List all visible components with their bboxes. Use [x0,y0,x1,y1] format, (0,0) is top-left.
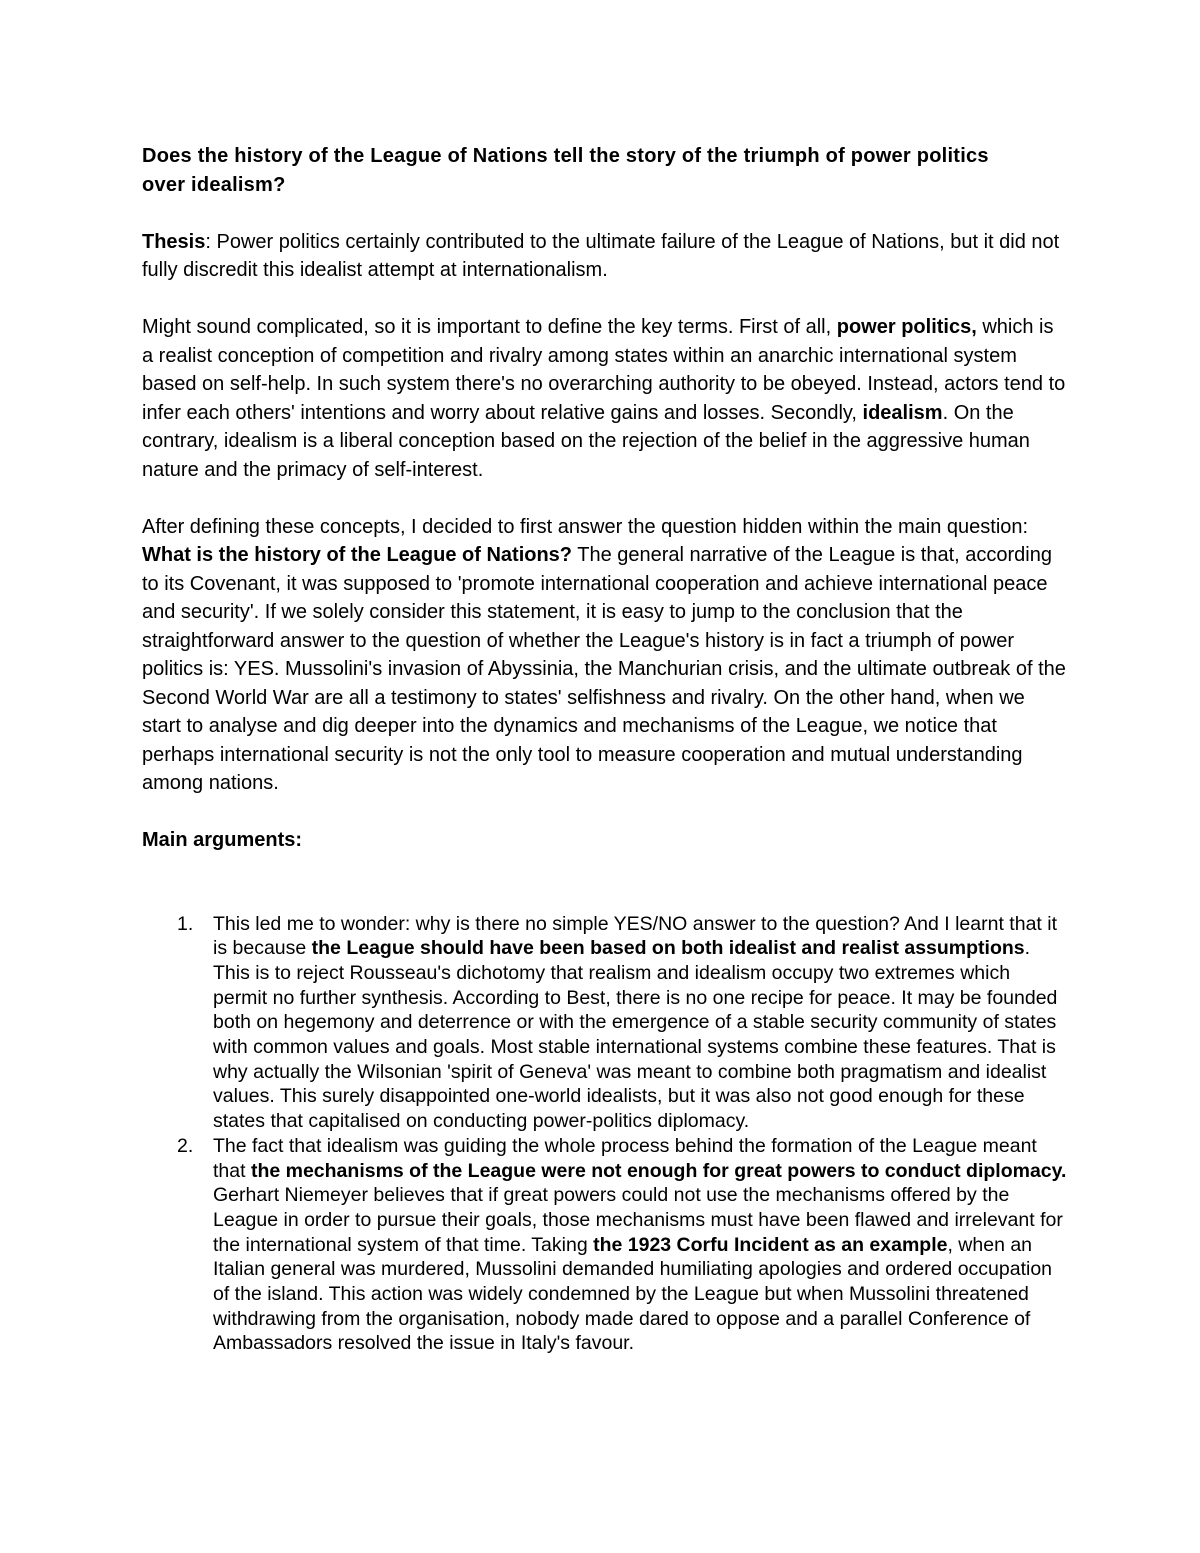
list-item [142,912,1067,1134]
definitions-text-1: Might sound complicated, so it is important to define the key terms. First of all, [142,316,837,338]
title-line-1: Does the history of the League of Nations tell the story of the triumph of power politics [142,145,989,167]
document-title [142,142,1067,199]
history-text-1: After defining these concepts, I decided to first answer the question hidden within the main question: [142,515,1029,538]
argument-text-3: , when an Italian general was murdered, Mussolini demanded humiliating apologies and ordered occupation of the island. This action was widely condemned by the League but when Mussolini threatened withdrawing from the organisation, nobody made dared to oppose and a parallel Conference of Ambassadors resolved the issue in Italy's favour. [213,1233,1053,1355]
term-idealism: idealism [862,401,943,424]
history-text-2: The general narrative of the League is that, according to its Covenant, it was supposed to 'promote international cooperation and achieve international peace and security'. If we solely consider this statement, it is easy to jump to the conclusion that the straightforward answer to the question of whether the League's history is in fact a triumph of power politics is: YES. Mussolini's invasion of Abyssinia, the Manchurian crisis, and the ultimate outbreak of the Second World War are all a testimony to states' selfishness and rivalry. On the other hand, when we start to analyse and dig deeper into the dynamics and mechanisms of the League, we notice that perhaps international security is not the only tool to measure cooperation and mutual understanding among nations. [142,544,1066,794]
definitions-text-3: . On the contrary, idealism is a liberal conception based on the rejection of the belief in the aggressive human nature and the primacy of self-interest. [142,401,1030,481]
history-question: What is the history of the League of Nations? [142,544,573,566]
arguments-list [142,912,1067,1357]
argument-bold-1: the mechanisms of the League were not enough for great powers to conduct diplomacy. [250,1159,1067,1182]
thesis-text: : Power politics certainly contributed to the ultimate failure of the League of Nations, but it did not fully discredit this idealist attempt at internationalism. [142,230,1060,281]
argument-text-1: This led me to wonder: why is there no simple YES/NO answer to the question? And I learnt that it is because [213,912,1057,960]
argument-text-1: The fact that idealism was guiding the whole process behind the formation of the League meant that [213,1134,1037,1182]
thesis-paragraph [142,228,1067,285]
list-item [142,1134,1067,1356]
list-item-number: 1. [177,912,194,935]
definitions-paragraph [142,313,1067,484]
title-line-2: over idealism? [142,173,286,196]
argument-bold-1: the League should have been based on both idealist and realist assumptions [311,937,1025,960]
document-page [142,142,1067,1356]
definitions-text-2: which is a realist conception of competition and rivalry among states within an anarchic international system based on self-help. In such system there's no overarching authority to be obeyed. Instead, actors tend to infer each others' intentions and worry about relative gains and losses. Secondly, [142,316,1066,424]
main-arguments-heading: Main arguments: [142,829,303,851]
history-paragraph [142,513,1067,798]
spacer [142,855,1067,912]
list-item-number: 2. [177,1134,194,1157]
thesis-label: Thesis [142,230,206,253]
argument-text-2: Gerhart Niemeyer believes that if great powers could not use the mechanisms offered by the League in order to pursue their goals, those mechanisms must have been flawed and irrelevant for the international system of that time. Taking [213,1184,1063,1256]
argument-bold-2: the 1923 Corfu Incident as an example [593,1233,948,1256]
argument-text-2: . This is to reject Rousseau's dichotomy that realism and idealism occupy two extremes which permit no further synthesis. According to Best, there is no one recipe for peace. It may be founded both on hegemony and deterrence or with the emergence of a stable security community of states with common values and goals. Most stable international systems combine these features. That is why actually the Wilsonian 'spirit of Geneva' was meant to combine both pragmatism and idealist values. This surely disappointed one-world idealists, but it was also not good enough for these states that capitalised on conducting power-politics diplomacy. [213,937,1058,1133]
term-power-politics: power politics, [836,316,977,338]
